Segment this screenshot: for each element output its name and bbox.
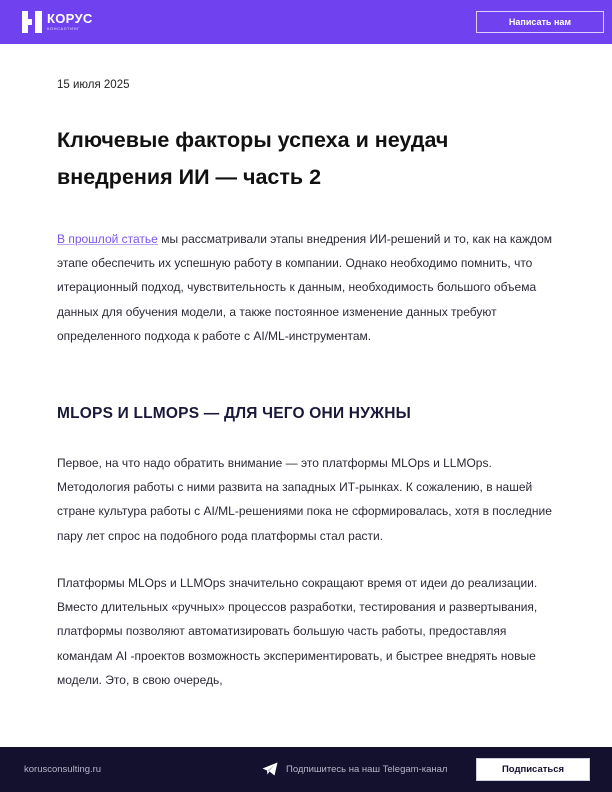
logo-name: КОРУС <box>47 11 93 26</box>
site-link[interactable]: korusconsulting.ru <box>24 764 102 775</box>
telegram-icon <box>262 762 278 776</box>
subscribe-button[interactable]: Подписаться <box>476 758 590 781</box>
site-footer <box>0 747 612 792</box>
telegram-text: Подпишитесь на наш Telegam-канал <box>286 763 448 775</box>
intro-paragraph <box>57 227 557 348</box>
write-us-button[interactable]: Написать нам <box>476 11 604 33</box>
korus-logo[interactable] <box>22 11 93 33</box>
telegram-promo[interactable] <box>262 762 447 776</box>
intro-text: мы рассматривали этапы внедрения ИИ-решений и то, как на каждом этапе обеспечить их успешную работу в компании. Однако необходимо помнить, что итерационный подход, чувствительность к данным, необходимость большого объема данных для обучения модели, а также постоянное изменение данных требуют определенного подхода к работе с AI/ML-инструментам. <box>57 232 553 343</box>
paragraph-1: Первое, на что надо обратить внимание — это платформы MLOps и LLMOps. Методология работы с ними развита на западных ИТ-рынках. К сожалению, в нашей стране культура работы с AI/ML-решениями пока не сформировалась, хотя в последние пару лет спрос на подобного рода платформы стал расти. <box>57 456 552 543</box>
logo-subtitle: КОНСАЛТИНГ <box>47 26 80 31</box>
article-date: 15 июля 2025 <box>57 79 130 91</box>
previous-article-link[interactable]: В прошлой статье <box>57 232 158 246</box>
korus-logo-icon <box>22 11 42 33</box>
site-header <box>0 0 612 44</box>
article-title: Ключевые факторы успеха и неудач внедрения ИИ — часть 2 <box>57 128 449 189</box>
paragraph-2: Платформы MLOps и LLMOps значительно сокращают время от идеи до реализации. Вместо длительных «ручных» процессов разработки, тестирования и развертывания, платформы позволяют автоматизировать большую часть работы, предоставляя командам AI -проектов возможность экспериментировать, и быстрее внедрять новые модели. Это, в свою очередь, <box>57 576 538 687</box>
section-heading: MLOPS И LLMOPS — ДЛЯ ЧЕГО ОНИ НУЖНЫ <box>57 405 412 422</box>
